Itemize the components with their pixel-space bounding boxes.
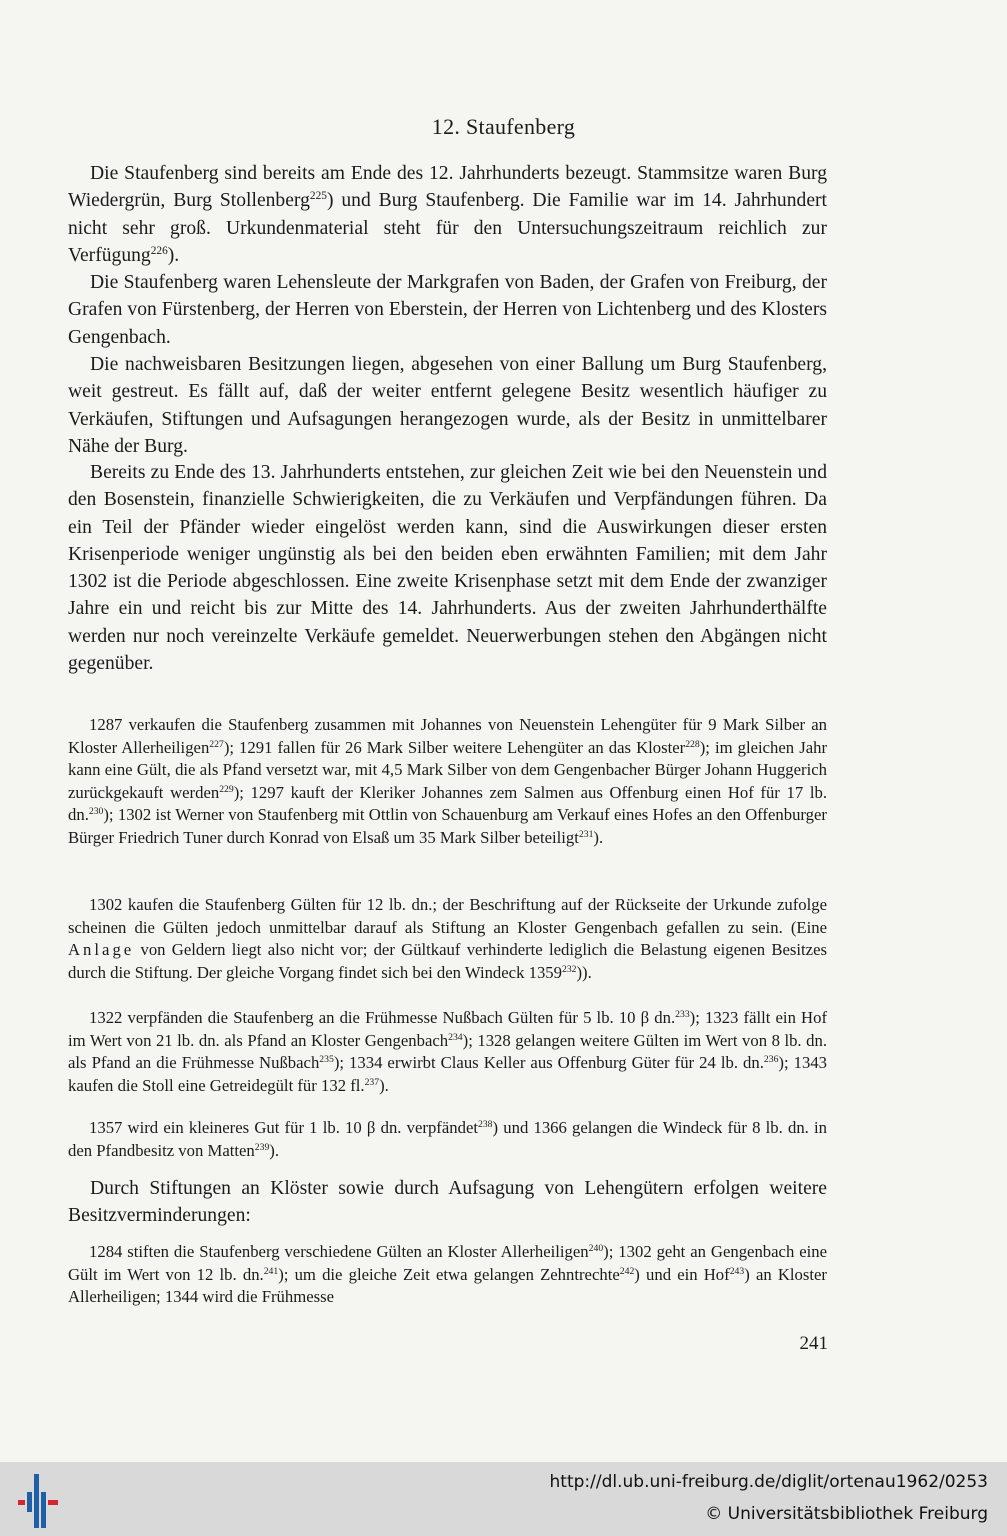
footnote-ref: 232 <box>561 963 577 975</box>
text-run: ); 1323 fällt ein Hof im Wert von 21 lb. dn. als Pfand an Kloster Gengenbach <box>68 1008 828 1050</box>
text-run: 1284 stiften die Staufenberg verschiedene Gülten an Kloster Allerheiligen <box>89 1242 589 1261</box>
text-run: Die Staufenberg waren Lehensleute der Markgrafen von Baden, der Grafen von Freiburg, der Grafen von Fürstenberg, der Herren von Eberstein, der Herren von Lichtenberg und des Klosters Gengenbach. <box>68 272 827 348</box>
text-run: ); 1297 kauft der Kleriker Johannes zem Salmen aus Offenburg einen Hof für 17 lb. dn. <box>68 782 827 824</box>
text-run: ); 1302 ist Werner von Staufenberg mit Ottlin von Schauenburg am Verkauf eines Hofes an den Offenburger Bürger Friedrich Tuner durch Konrad von Elsaß um 35 Mark Silber beteiligt <box>68 805 827 847</box>
paragraph <box>68 1175 827 1230</box>
text-run: ). <box>167 244 180 266</box>
text-run: ). <box>593 827 604 847</box>
footnote-ref: 237 <box>364 1076 380 1088</box>
footnote-paragraph <box>68 1117 827 1162</box>
footnote-ref: 230 <box>88 806 104 817</box>
text-run: 1357 wird ein kleineres Gut für 1 lb. 10 β dn. verpfändet <box>89 1118 478 1137</box>
text-run: ). <box>379 1075 389 1095</box>
text-run: ); 1291 fallen für 26 Mark Silber weitere Lehengüter an das Kloster <box>223 737 686 757</box>
text-run: ) und 1366 gelangen die Windeck für 8 lb. dn. in den Pfandbesitz von Matten <box>68 1118 828 1160</box>
paragraph <box>68 351 827 460</box>
text-run: ) und Burg Staufenberg. Die Familie war im 14. Jahrhundert nicht sehr groß. Urkundenmaterial steht für den Untersuchungszeitraum reichlich zur Verfügung <box>68 190 827 266</box>
footer-bar <box>0 1462 1007 1536</box>
paragraph <box>68 269 827 351</box>
footnote-ref: 238 <box>478 1119 493 1130</box>
text-run: Bereits zu Ende des 13. Jahrhunderts entstehen, zur gleichen Zeit wie bei den Neuenstein und den Bosenstein, finanzielle Schwierigkeiten, die zu Verkäufen und Verpfändungen führen. Da ein Teil der Pfänder wieder eingelöst werden kann, sind die Auswirkungen dieser ersten Krisenperiode weniger ungünstig als bei den beiden eben erwähnten Familien; mit dem Jahr 1302 ist die Periode abgeschlossen. Eine zweite Krisenphase setzt mit dem Ende der zwanziger Jahre ein und reicht bis zur Mitte des 14. Jahrhunderts. Aus der zweiten Jahrhunderthälfte werden nur noch vereinzelte Verkäufe gemeldet. Neuerwerbungen stehen den Abgängen nicht gegenüber. <box>68 462 827 675</box>
text-run: Durch Stiftungen an Klöster sowie durch Aufsagung von Lehengütern erfolgen weitere Besitzverminderungen: <box>68 1178 827 1227</box>
footnote-paragraph <box>68 714 827 849</box>
footnote-ref: 225 <box>309 190 327 203</box>
section-heading: 12. Staufenberg <box>431 114 576 139</box>
footnote-ref: 236 <box>763 1054 779 1065</box>
footnote-ref: 239 <box>254 1141 270 1153</box>
text-run: Die Staufenberg sind bereits am Ende des 12. Jahrhunderts bezeugt. Stammsitze waren Burg Wiedergrün, Burg Stollenberg <box>68 163 827 212</box>
footnote-paragraph <box>68 1241 827 1309</box>
footnote-ref: 235 <box>319 1054 334 1065</box>
footnote-ref: 233 <box>675 1009 690 1020</box>
text-run: ); 1302 geht an Gengenbach eine Gült im Wert von 12 lb. dn. <box>68 1242 827 1284</box>
footnote-paragraph <box>68 894 827 984</box>
footnote-ref: 228 <box>685 738 700 750</box>
text-run: ). <box>269 1140 280 1160</box>
source-url[interactable]: http://dl.ub.uni-freiburg.de/diglit/ortenau1962/0253 <box>549 1472 988 1492</box>
text-run: ); um die gleiche Zeit etwa gelangen Zehntrechte <box>278 1264 620 1284</box>
footnote-ref: 227 <box>209 738 224 750</box>
text-run: 1287 verkaufen die Staufenberg zusammen mit Johannes von Neuenstein Lehengüter für 9 Mark Silber an Kloster Allerheiligen <box>68 715 827 757</box>
paragraph <box>68 459 827 677</box>
paragraph <box>68 160 827 269</box>
text-run: ); im gleichen Jahr kann eine Gült, die als Pfand versetzt war, mit 4,5 Mark Silber von dem Gengenbacher Bürger Johann Huggerich zurückgekauft werden <box>68 737 828 802</box>
text-run: ) an Kloster Allerheiligen; 1344 wird die Frühmesse <box>68 1264 827 1306</box>
footnote-ref: 234 <box>448 1031 463 1043</box>
footnote-ref: 243 <box>729 1265 745 1277</box>
spaced-emphasis: Anlage <box>68 940 135 959</box>
footnote-ref: 231 <box>578 828 594 840</box>
footnote-ref: 229 <box>219 783 234 795</box>
text-run: ) und ein Hof <box>634 1264 730 1284</box>
text-run: )). <box>576 962 592 982</box>
footnote-ref: 242 <box>619 1265 635 1277</box>
ub-freiburg-logo-icon <box>14 1472 64 1530</box>
footnote-ref: 240 <box>588 1243 604 1254</box>
text-run: 1322 verpfänden die Staufenberg an die Frühmesse Nußbach Gülten für 5 lb. 10 β dn. <box>89 1008 676 1027</box>
footnote-ref: 241 <box>263 1265 279 1277</box>
copyright-notice: © Universitätsbibliothek Freiburg <box>705 1504 988 1524</box>
text-run: ); 1334 erwirbt Claus Keller aus Offenburg Güter für 24 lb. dn. <box>333 1053 764 1072</box>
text-run: von Geldern liegt also nicht vor; der Gültkauf verhinderte lediglich die Belastung eigenen Besitzes durch die Stiftung. Der gleiche Vorgang findet sich bei den Windeck 1359 <box>68 940 827 982</box>
footnote-paragraph <box>68 1007 827 1097</box>
text-run: ); 1328 gelangen weitere Gülten im Wert von 8 lb. dn. als Pfand an die Frühmesse Nußbach <box>68 1030 827 1072</box>
text-run: 1302 kaufen die Staufenberg Gülten für 12 lb. dn.; der Beschriftung auf der Rückseite der Urkunde zufolge scheinen die Gülten jedoch unmittelbar darauf als Stiftung an Kloster Gengenbach gefallen zu sein. (Eine <box>68 895 827 937</box>
text-run: ); 1343 kaufen die Stoll eine Getreidegült für 132 fl. <box>68 1053 828 1095</box>
footnote-ref: 226 <box>150 244 168 257</box>
text-run: Die nachweisbaren Besitzungen liegen, abgesehen von einer Ballung um Burg Staufenberg, weit gestreut. Es fällt auf, daß der weiter entfernt gelegene Besitz wesentlich häufiger zu Verkäufen, Stiftungen und Aufsagungen herangezogen wurde, als der Besitz in unmittelbarer Nähe der Burg. <box>68 354 827 457</box>
page-number: 241 <box>799 1333 828 1354</box>
